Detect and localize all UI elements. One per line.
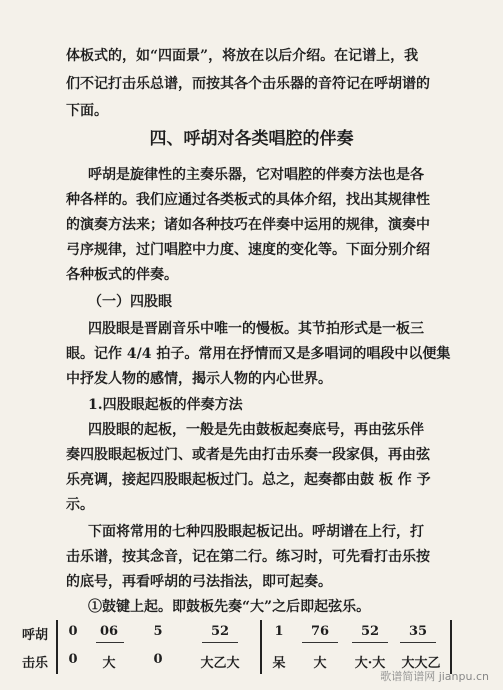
score-note: 76 bbox=[310, 624, 330, 639]
paragraph-2-line-2: 种各样的。我们应通过各类板式的具体介绍，找出其规律性 bbox=[66, 192, 430, 208]
score-note: 1 bbox=[274, 624, 284, 639]
score-beat: 大·大 bbox=[354, 656, 386, 671]
paragraph-5-line-3: 的底号，再看呼胡的弓法指法，即可起奏。 bbox=[66, 574, 332, 590]
paragraph-3-line-2: 眼。记作 4/4 拍子。常用在抒情而又是多唱词的唱段中以便集 bbox=[66, 346, 451, 362]
score-beat: 大 bbox=[313, 656, 327, 671]
score-beat: 大乙大 bbox=[200, 656, 240, 671]
score-barline-start bbox=[56, 620, 58, 674]
score-beat: 0 bbox=[68, 652, 78, 667]
score-note: 52 bbox=[360, 624, 380, 639]
score-barline-middle bbox=[260, 620, 262, 674]
paragraph-4-line-3: 乐亮调，接起四股眼起板过门。总之，起奏都由鼓 板 作 予 bbox=[66, 472, 431, 488]
section-heading: 四、呼胡对各类唱腔的伴奏 bbox=[149, 129, 354, 149]
score-beat: 0 bbox=[153, 652, 163, 667]
paragraph-2-line-1: 呼胡是旋律性的主奏乐器，它对唱腔的伴奏方法也是各 bbox=[88, 167, 424, 183]
watermark: 歌谱简谱网 jianpu.cn bbox=[380, 670, 489, 683]
score-note: 5 bbox=[153, 624, 163, 639]
paragraph-4-line-1: 四股眼的起板，一般是先由鼓板起奏底号，再由弦乐伴 bbox=[88, 422, 424, 438]
score-beat: 大大乙 bbox=[401, 656, 441, 671]
score-beat: 大 bbox=[102, 656, 116, 671]
subsection-title-2: 1.四股眼起板的伴奏方法 bbox=[88, 397, 243, 413]
paragraph-5-line-1: 下面将常用的七种四股眼起板记出。呼胡谱在上行，打 bbox=[88, 524, 424, 540]
paragraph-1-line-2: 们不记打击乐总谱，而按其各个击乐器的音符记在呼胡谱的 bbox=[66, 76, 430, 92]
paragraph-4-line-2: 奏四股眼起板过门、或者是先由打击乐奏一段家俱，再由弦 bbox=[66, 447, 430, 463]
score-underline bbox=[352, 642, 388, 643]
score-note: 06 bbox=[99, 624, 119, 639]
paragraph-2-line-5: 各种板式的伴奏。 bbox=[66, 267, 178, 283]
score-note: 52 bbox=[210, 624, 230, 639]
score-row-label-percussion: 击乐 bbox=[22, 656, 49, 671]
paragraph-1-line-3: 下面。 bbox=[66, 103, 108, 119]
paragraph-1-line-1: 体板式的，如“四面景”，将放在以后介绍。在记谱上，我 bbox=[66, 48, 419, 64]
paragraph-5-line-2: 击乐谱，按其念音，记在第二行。练习时，可先看打击乐按 bbox=[66, 549, 430, 565]
example-caption: ①鼓键上起。即鼓板先奏“大”之后即起弦乐。 bbox=[88, 599, 371, 615]
score-underline bbox=[400, 642, 436, 643]
score-barline-end bbox=[450, 620, 452, 674]
subsection-title-1: （一）四股眼 bbox=[88, 294, 172, 310]
score-underline bbox=[202, 642, 238, 643]
paragraph-3-line-1: 四股眼是晋剧音乐中唯一的慢板。其节拍形式是一板三 bbox=[88, 321, 424, 337]
score-underline bbox=[302, 642, 338, 643]
score-beat: 呆 bbox=[272, 656, 286, 671]
paragraph-2-line-3: 的演奏方法来；诸如各种技巧在伴奏中运用的规律，演奏中 bbox=[66, 217, 430, 233]
score-row-label-huhu: 呼胡 bbox=[22, 628, 49, 643]
score-note: 35 bbox=[408, 624, 428, 639]
paragraph-4-line-4: 示。 bbox=[66, 497, 94, 513]
score-underline bbox=[96, 642, 124, 643]
paragraph-2-line-4: 弓序规律，过门唱腔中力度、速度的变化等。下面分别介绍 bbox=[66, 242, 430, 258]
score-note: 0 bbox=[68, 624, 78, 639]
paragraph-3-line-3: 中抒发人物的感情，揭示人物的内心世界。 bbox=[66, 371, 332, 387]
